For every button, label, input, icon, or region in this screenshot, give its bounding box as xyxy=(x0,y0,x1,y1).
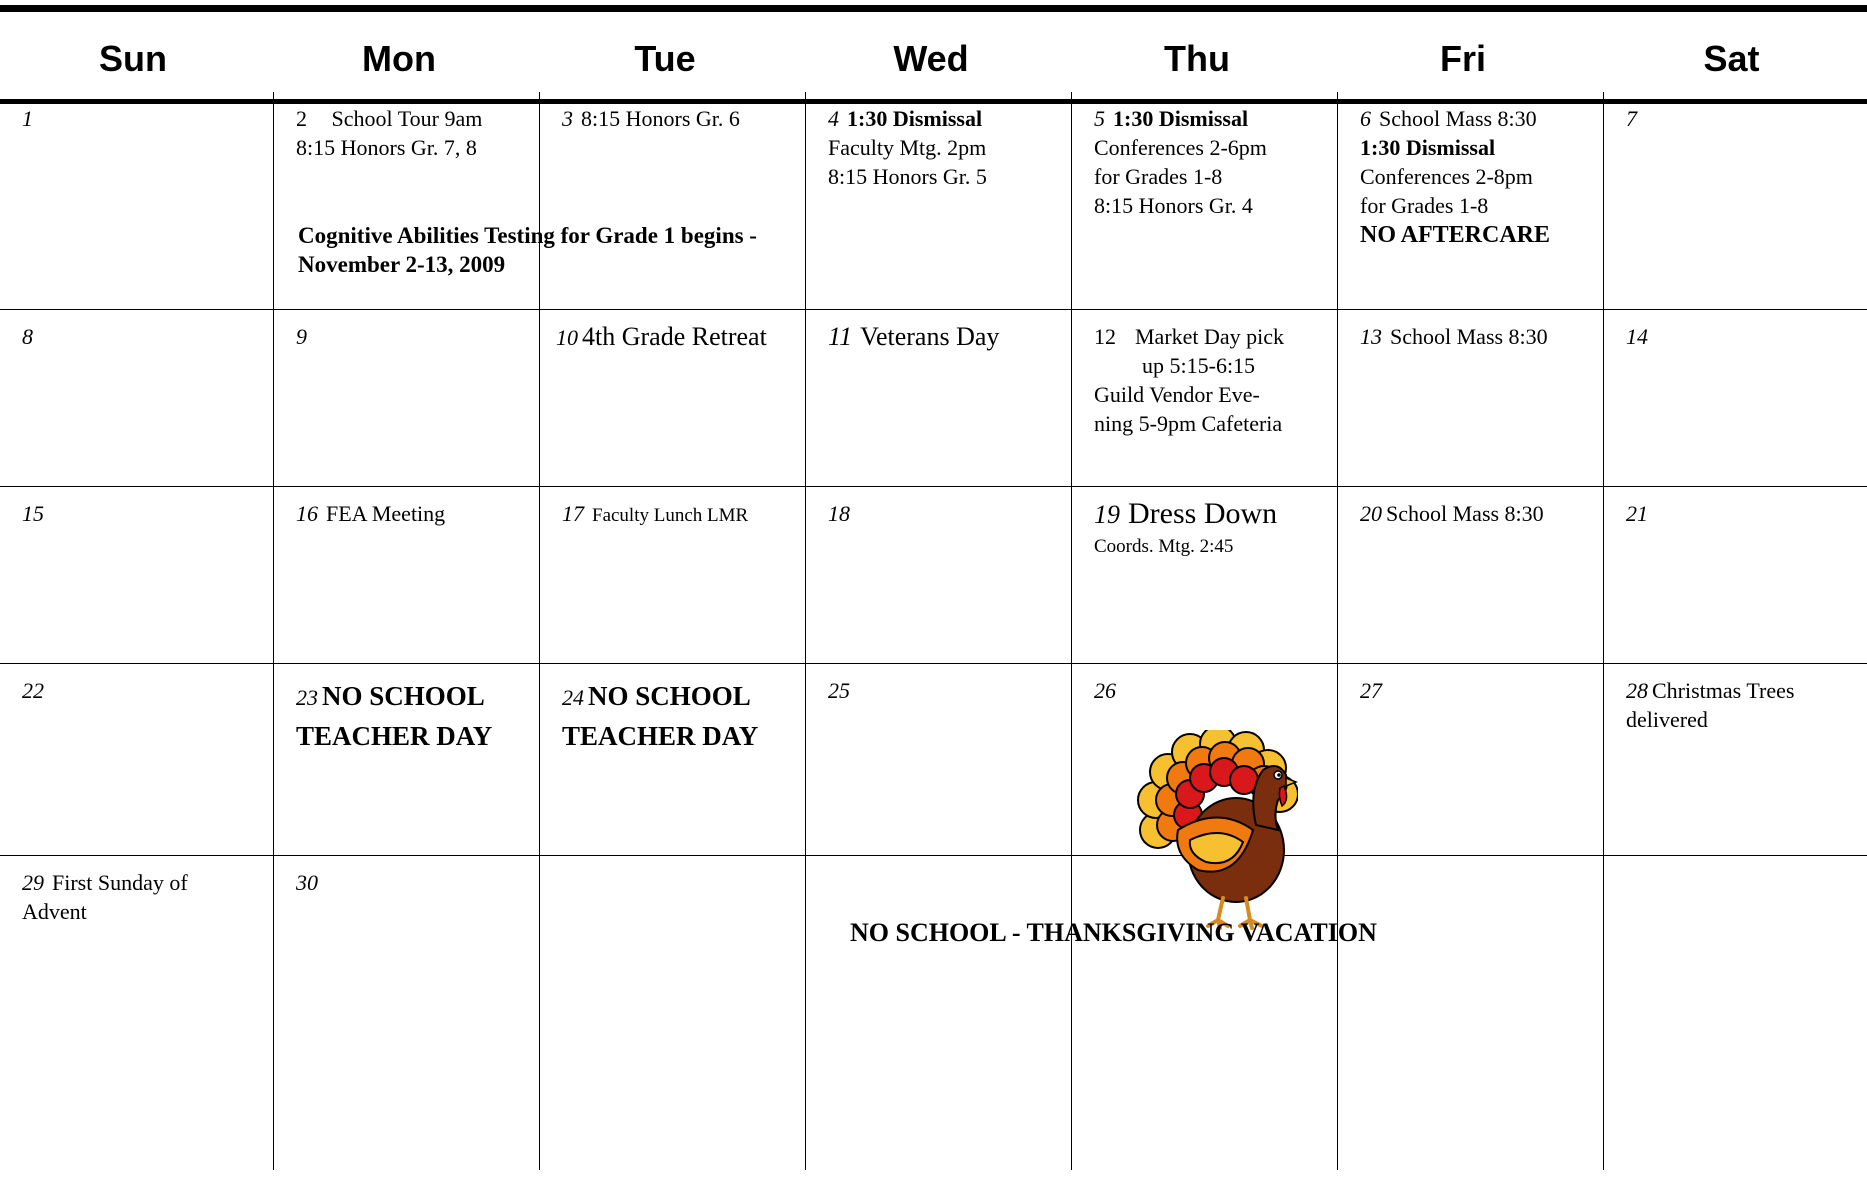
day-number: 20 xyxy=(1360,501,1382,526)
day-cell-19 xyxy=(1072,487,1338,664)
day-number: 27 xyxy=(1360,678,1382,703)
weekday-thu: Thu xyxy=(1164,38,1230,79)
day-cell-27 xyxy=(1338,664,1604,856)
day-number: 8 xyxy=(22,324,33,349)
day-number: 15 xyxy=(22,501,44,526)
event-text: Conferences 2-6pm xyxy=(1094,135,1267,160)
banner-line: November 2-13, 2009 xyxy=(298,252,506,277)
day-number: 19 xyxy=(1094,500,1120,529)
event-text: for Grades 1-8 xyxy=(1360,193,1489,218)
day-number: 26 xyxy=(1094,678,1116,703)
event-text: Market Day pick xyxy=(1135,324,1285,349)
day-cell-5 xyxy=(1072,92,1338,310)
weekday-mon: Mon xyxy=(362,38,436,79)
cogat-banner xyxy=(298,221,757,279)
day-cell-30 xyxy=(274,856,540,1170)
day-number: 23 xyxy=(296,685,318,710)
event-text: TEACHER DAY xyxy=(562,721,759,751)
day-number: 10 xyxy=(556,325,578,350)
day-number: 16 xyxy=(296,501,318,526)
day-number: 30 xyxy=(296,870,318,895)
day-cell-14 xyxy=(1604,310,1867,487)
event-text: NO AFTERCARE xyxy=(1360,222,1551,248)
day-number: 9 xyxy=(296,324,307,349)
event-text: Advent xyxy=(22,899,87,924)
turkey-icon xyxy=(1128,730,1298,930)
weekday-wed: Wed xyxy=(893,38,969,79)
day-number: 29 xyxy=(22,870,44,895)
day-cell-9 xyxy=(274,310,540,487)
event-text: 1:30 Dismissal xyxy=(1113,106,1249,131)
thanksgiving-banner: NO SCHOOL - THANKSGIVING VACATION xyxy=(850,918,1377,947)
day-cell-25 xyxy=(806,664,1072,856)
day-cell-28 xyxy=(1604,664,1867,856)
day-cell-4 xyxy=(806,92,1072,310)
empty-cell xyxy=(1338,856,1604,1170)
event-text: 4th Grade Retreat xyxy=(582,322,767,351)
day-number: 5 xyxy=(1094,106,1105,131)
day-number: 14 xyxy=(1626,324,1648,349)
event-text: FEA Meeting xyxy=(326,501,446,526)
event-text: 8:15 Honors Gr. 7, 8 xyxy=(296,135,477,160)
day-cell-15 xyxy=(0,487,274,664)
event-text: 1:30 Dismissal xyxy=(1360,135,1496,160)
weekday-fri: Fri xyxy=(1439,38,1486,79)
event-text: 8:15 Honors Gr. 4 xyxy=(1094,193,1253,218)
banner-line: Cognitive Abilities Testing for Grade 1 begins - xyxy=(298,223,757,248)
day-cell-21 xyxy=(1604,487,1867,664)
day-cell-29 xyxy=(0,856,274,1170)
event-text: Guild Vendor Eve- xyxy=(1094,382,1260,407)
event-text: for Grades 1-8 xyxy=(1094,164,1223,189)
day-number: 2 xyxy=(296,106,307,131)
event-text: up 5:15-6:15 xyxy=(1142,353,1256,378)
event-text: 8:15 Honors Gr. 5 xyxy=(828,164,987,189)
event-text: 1:30 Dismissal xyxy=(847,106,983,131)
day-number: 21 xyxy=(1626,501,1648,526)
event-text: Conferences 2-8pm xyxy=(1360,164,1533,189)
event-text: Veterans Day xyxy=(860,322,1000,351)
weekday-tue: Tue xyxy=(634,38,696,79)
event-text: NO SCHOOL xyxy=(322,681,485,711)
day-cell-6 xyxy=(1338,92,1604,310)
day-cell-17 xyxy=(540,487,806,664)
event-text: School Mass 8:30 xyxy=(1386,501,1544,526)
day-number: 28 xyxy=(1626,678,1648,703)
day-number: 13 xyxy=(1360,324,1382,349)
weekday-sat: Sat xyxy=(1703,38,1760,79)
day-cell-8 xyxy=(0,310,274,487)
event-text: NO SCHOOL xyxy=(588,681,751,711)
day-cell-20 xyxy=(1338,487,1604,664)
day-number: 7 xyxy=(1626,106,1637,131)
event-text: ning 5-9pm Cafeteria xyxy=(1094,411,1283,436)
day-cell-11 xyxy=(806,310,1072,487)
event-text: 8:15 Honors Gr. 6 xyxy=(581,106,740,131)
event-text: Christmas Trees xyxy=(1652,678,1795,703)
day-cell-12 xyxy=(1072,310,1338,487)
day-cell-10 xyxy=(540,310,806,487)
event-text: Coords. Mtg. 2:45 xyxy=(1094,536,1234,557)
event-text: School Mass 8:30 xyxy=(1390,324,1548,349)
empty-cell xyxy=(1604,856,1867,1170)
day-number: 4 xyxy=(828,106,839,131)
empty-cell xyxy=(806,856,1072,1170)
day-number: 1 xyxy=(22,106,33,131)
day-number: 22 xyxy=(22,678,44,703)
empty-cell xyxy=(540,856,806,1170)
day-number: 18 xyxy=(828,501,850,526)
day-cell-16 xyxy=(274,487,540,664)
event-text: First Sunday of xyxy=(52,870,188,895)
day-number: 17 xyxy=(562,501,584,526)
day-number: 6 xyxy=(1360,106,1371,131)
event-text: TEACHER DAY xyxy=(296,721,493,751)
event-text: Faculty Mtg. 2pm xyxy=(828,135,987,160)
event-text: delivered xyxy=(1626,707,1708,732)
day-cell-13 xyxy=(1338,310,1604,487)
weekday-sun: Sun xyxy=(99,38,167,79)
event-text: School Tour 9am xyxy=(331,106,483,131)
day-number: 12 xyxy=(1094,324,1116,349)
day-number: 24 xyxy=(562,685,584,710)
day-cell-22 xyxy=(0,664,274,856)
day-cell-7 xyxy=(1604,92,1867,310)
day-cell-24 xyxy=(540,664,806,856)
day-cell-18 xyxy=(806,487,1072,664)
event-text: Faculty Lunch LMR xyxy=(592,505,749,526)
calendar-grid xyxy=(0,92,1867,1170)
day-cell-23 xyxy=(274,664,540,856)
event-text: Dress Down xyxy=(1128,497,1278,530)
day-number: 3 xyxy=(562,106,573,131)
event-text: School Mass 8:30 xyxy=(1379,106,1537,131)
day-number: 11 xyxy=(828,322,853,351)
day-number: 25 xyxy=(828,678,850,703)
day-cell-1 xyxy=(0,92,274,310)
